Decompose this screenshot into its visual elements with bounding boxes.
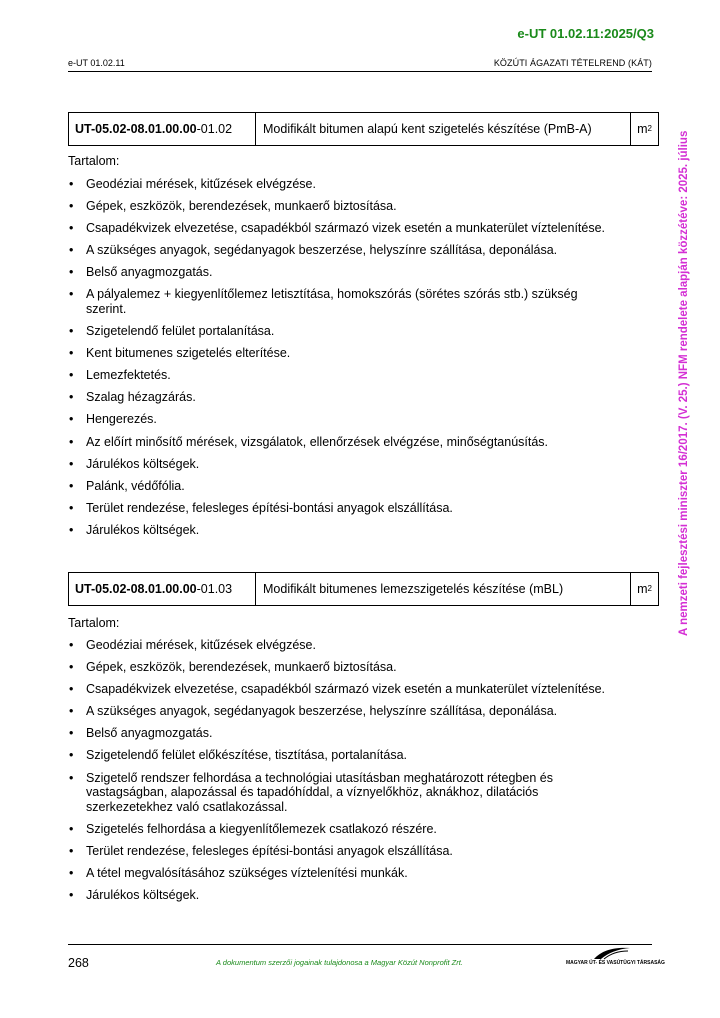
list-item: • Geodéziai mérések, kitűzések elvégzése.: [68, 177, 650, 192]
page-number: 268: [68, 956, 89, 970]
list-item: • Az előírt minősítő mérések, vizsgálatok, ellenőrzések elvégzése, minőségtanúsítás.: [68, 435, 650, 450]
side-note: A nemzeti fejlesztési miniszter 16/2017. (V. 25.) NFM rendelete alapján közzétéve: 2025. július: [678, 130, 690, 636]
list-item: • Belső anyagmozgatás.: [68, 726, 650, 741]
list-item: • Szigetelő rendszer felhordása a technológiai utasításban meghatározott rétegben és vastagságban, alapozással és tapadóhíddal, a víznyelőkhöz, aknákhoz, dilatációs szerkezetekhez való csatlakozással.: [68, 771, 650, 815]
section-code-box: [68, 112, 659, 146]
logo-text: MAGYAR ÚT- ÉS VASÚTÜGYI TÁRSASÁG: [566, 960, 665, 966]
list-item: • A szükséges anyagok, segédanyagok beszerzése, helyszínre szállítása, deponálása.: [68, 243, 650, 258]
list-item: • Csapadékvizek elvezetése, csapadékból származó vizek esetén a munkaterület víztelenítése.: [68, 221, 650, 236]
item-title: Modifikált bitumenes lemezszigetelés készítése (mBL): [256, 573, 631, 605]
footer-rule: [68, 944, 652, 945]
list-item: • A szükséges anyagok, segédanyagok beszerzése, helyszínre szállítása, deponálása.: [68, 704, 650, 719]
item-code-main: UT-05.02-08.01.00.00: [75, 122, 197, 136]
item-code: [69, 113, 256, 145]
list-item: • Csapadékvizek elvezetése, csapadékból származó vizek esetén a munkaterület víztelenítése.: [68, 682, 650, 697]
list-item: • Terület rendezése, felesleges építési-bontási anyagok elszállítása.: [68, 844, 650, 859]
list-item: • A pályalemez + kiegyenlítőlemez letisztítása, homokszórás (sörétes szórás stb.) szükség szerint.: [68, 287, 650, 316]
header-rule: [68, 71, 652, 72]
list-item: • Palánk, védőfólia.: [68, 479, 650, 494]
list-item: • Geodéziai mérések, kitűzések elvégzése.: [68, 638, 650, 653]
doc-code-top: e-UT 01.02.11:2025/Q3: [517, 26, 654, 41]
unit-base: m: [637, 582, 648, 596]
item-code-suffix: -01.02: [196, 122, 233, 136]
unit-base: m: [637, 122, 648, 136]
list-item: • Szigetelendő felület előkészítése, tisztítása, portalanítása.: [68, 748, 650, 763]
list-item: • Belső anyagmozgatás.: [68, 265, 650, 280]
list-item: • Hengerezés.: [68, 412, 650, 427]
copyright-notice: A dokumentum szerzői jogainak tulajdonosa a Magyar Közút Nonprofit Zrt.: [216, 958, 463, 967]
list-item: • Gépek, eszközök, berendezések, munkaerő biztosítása.: [68, 660, 650, 675]
header-left: e-UT 01.02.11: [68, 58, 125, 68]
road-swoosh-icon: [592, 946, 632, 960]
item-code-main: UT-05.02-08.01.00.00: [75, 582, 197, 596]
list-item: • Szigetelendő felület portalanítása.: [68, 324, 650, 339]
content-list: [68, 177, 650, 545]
list-item: • Szigetelés felhordása a kiegyenlítőlemezek csatlakozó részére.: [68, 822, 650, 837]
list-item: • Gépek, eszközök, berendezések, munkaerő biztosítása.: [68, 199, 650, 214]
list-item: • Terület rendezése, felesleges építési-bontási anyagok elszállítása.: [68, 501, 650, 516]
list-item: • Járulékos költségek.: [68, 523, 650, 538]
item-title: Modifikált bitumen alapú kent szigetelés készítése (PmB-A): [256, 113, 631, 145]
content-label: Tartalom:: [68, 616, 120, 630]
item-code-suffix: -01.03: [196, 582, 233, 596]
list-item: • Szalag hézagzárás.: [68, 390, 650, 405]
list-item: • Kent bitumenes szigetelés elterítése.: [68, 346, 650, 361]
list-item: • Lemezfektetés.: [68, 368, 650, 383]
item-unit: m 2: [637, 122, 652, 136]
item-code: [69, 573, 256, 605]
content-list: [68, 638, 650, 910]
content-label: Tartalom:: [68, 154, 120, 168]
header-right: KÖZÚTI ÁGAZATI TÉTELREND (KÁT): [493, 58, 652, 68]
list-item: • Járulékos költségek.: [68, 888, 650, 903]
society-logo: [566, 946, 665, 970]
section-code-box: [68, 572, 659, 606]
list-item: • A tétel megvalósításához szükséges víztelenítési munkák.: [68, 866, 650, 881]
list-item: • Járulékos költségek.: [68, 457, 650, 472]
item-unit: m 2: [637, 582, 652, 596]
